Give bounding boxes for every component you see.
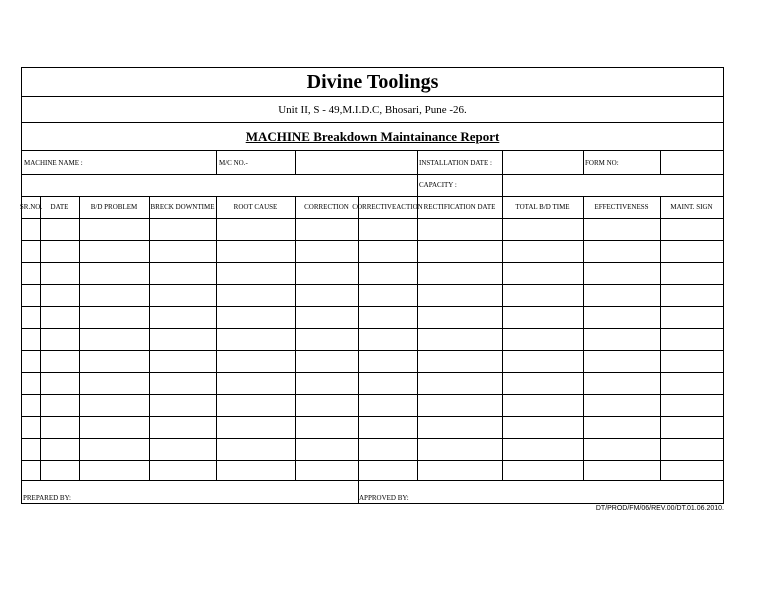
table-row-divider — [22, 438, 723, 439]
company-name: Divine Toolings — [22, 68, 723, 97]
table-row-divider — [22, 262, 723, 263]
document-code: DT/PROD/FM/06/REV.00/DT.01.06.2010. — [595, 505, 724, 512]
table-row-divider — [22, 350, 723, 351]
col-rectification-date: RECTIFICATION DATE — [423, 203, 496, 211]
mc-no-label: M/C NO.- — [219, 158, 248, 167]
capacity-label: CAPACITY : — [419, 181, 457, 189]
table-row-divider — [22, 284, 723, 285]
breakdown-report-form — [21, 67, 724, 504]
report-title: MACHINE Breakdown Maintainance Report — [22, 123, 723, 151]
col-date: DATE — [50, 203, 69, 211]
machine-name-label: MACHINE NAME : — [24, 158, 83, 167]
table-row-divider — [22, 394, 723, 395]
table-row-divider — [22, 218, 723, 219]
col-total-bd-time: TOTAL B/D TIME — [515, 203, 570, 211]
table-row-divider — [22, 460, 723, 461]
table-row-divider — [22, 240, 723, 241]
table-row-divider — [22, 328, 723, 329]
col-effectiveness: EFFECTIVENESS — [594, 203, 649, 211]
col-corrective-action: CORRECTIVE ACTION — [352, 203, 423, 211]
installation-date-label: INSTALLATION DATE : — [419, 158, 492, 167]
table-row-divider — [22, 480, 723, 481]
table-row-divider — [22, 416, 723, 417]
col-bd-problem: B/D PROBLEM — [90, 203, 138, 211]
col-sr-no: SR. NO. — [19, 203, 43, 211]
approved-by-label: APPROVED BY: — [359, 494, 409, 502]
col-root-cause: ROOT CAUSE — [233, 203, 278, 211]
company-address: Unit II, S - 49,M.I.D.C, Bhosari, Pune -26. — [22, 97, 723, 123]
col-correction: CORRECTION — [304, 203, 349, 211]
col-breakdown-time: BRECK DOWN TIME — [150, 203, 215, 211]
form-no-label: FORM NO: — [585, 158, 619, 167]
prepared-by-label: PREPARED BY: — [23, 494, 71, 502]
table-row-divider — [22, 372, 723, 373]
table-row-divider — [22, 306, 723, 307]
col-maint-sign: MAINT. SIGN — [670, 203, 713, 211]
